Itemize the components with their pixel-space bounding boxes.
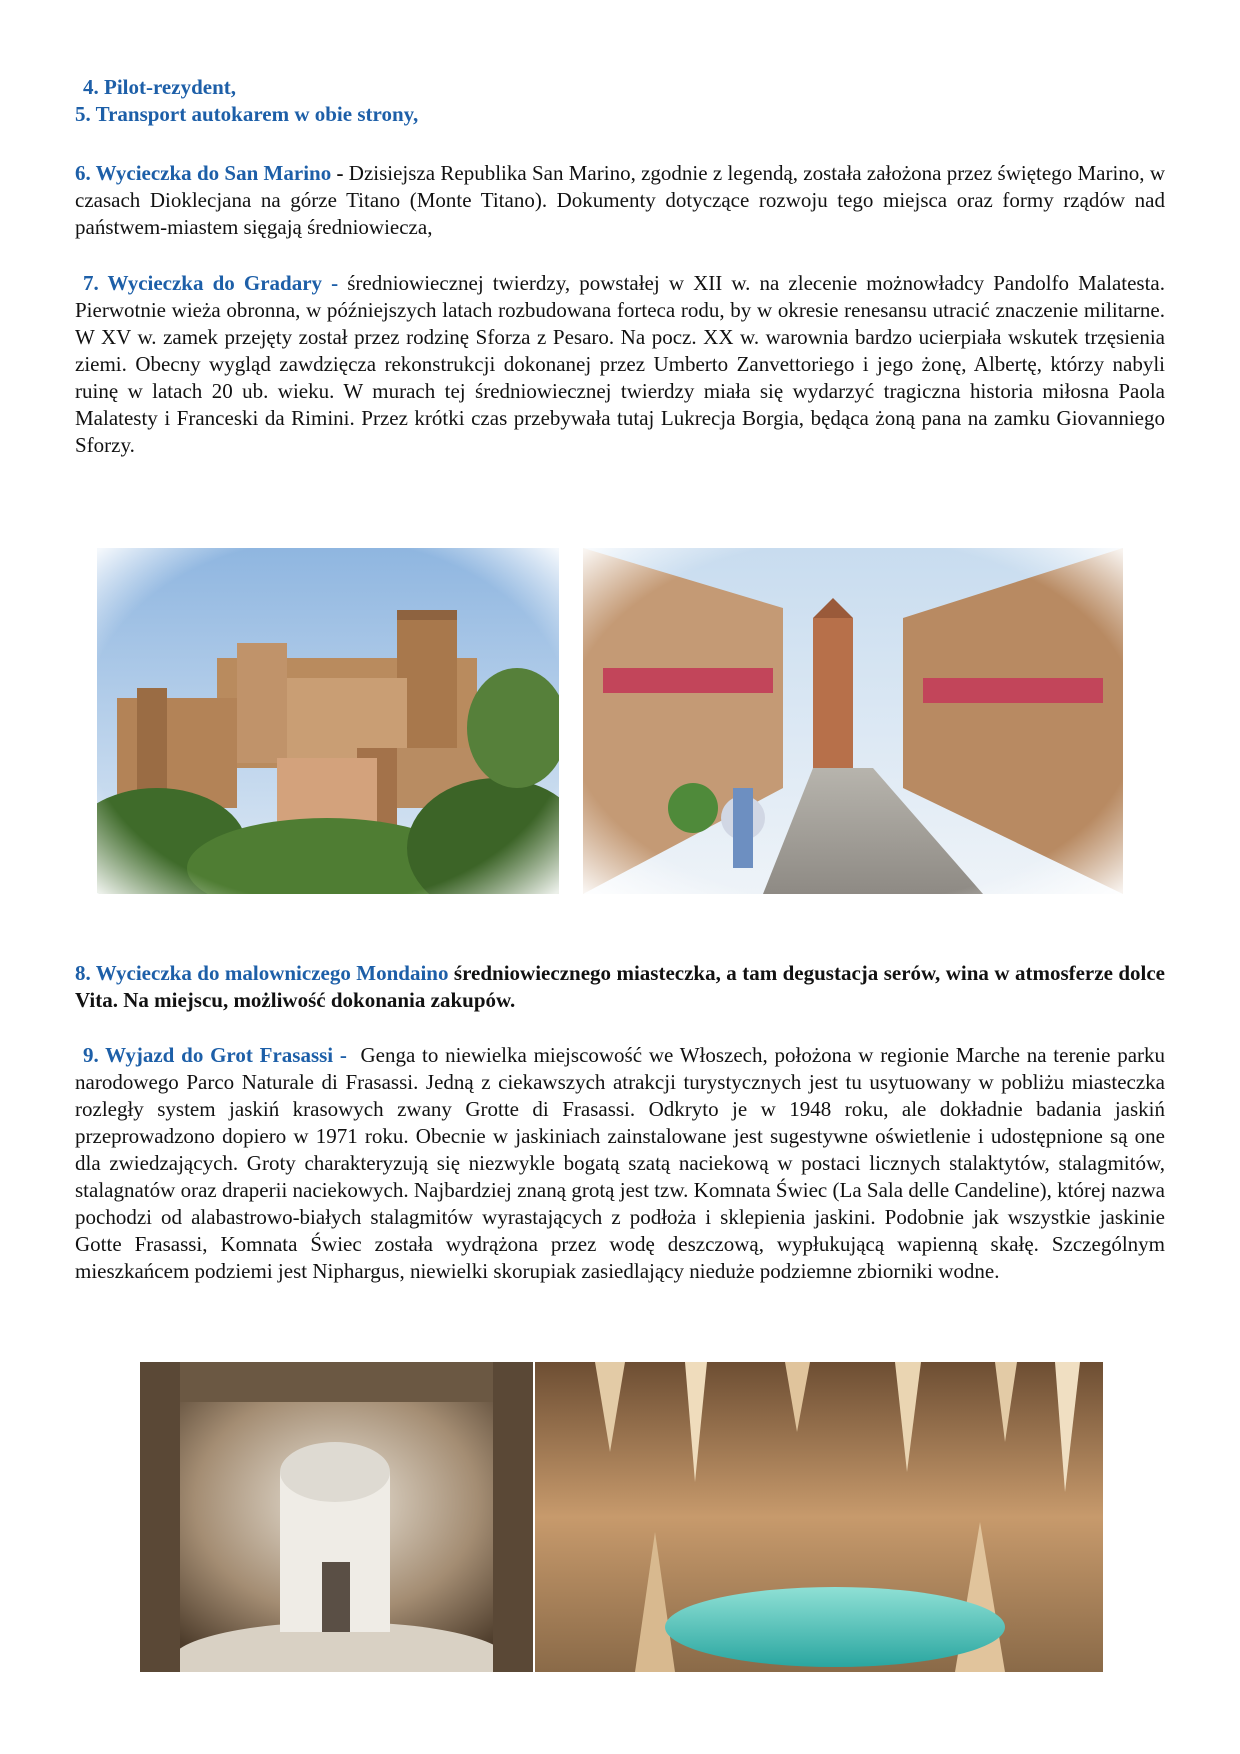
- list-items: [75, 74, 1165, 128]
- section-san-marino-text: Dzisiejsza Republika San Marino, zgodnie z legendą, została założona przez świętego Marino, w czasach Dioklecjana na górze Titano (Monte Titano). Dokumenty dotyczące rozwoju tego miejsca oraz formy rządów nad państwem-miastem sięgają średniowiecza,: [75, 161, 1165, 239]
- section-san-marino-title: 6. Wycieczka do San Marino: [75, 161, 332, 185]
- list-item-pilot: 4. Pilot-rezydent,: [83, 75, 236, 99]
- section-san-marino: [75, 160, 1165, 241]
- section-frasassi: [75, 1042, 1165, 1285]
- section-gradara-text: średniowiecznej twierdzy, powstałej w XII w. na zlecenie możnowładcy Pandolfo Malatesta. Pierwotnie wieża obronna, w późniejszych latach rozbudowana forteca rodu, by w okresie renesansu utracić znaczenie militarne. W XV w. zamek przejęty został przez rodzinę Sforza z Pesaro. Na pocz. XX w. warownia bardzo ucierpiała wskutek trzęsienia ziemi. Obecny wygląd zawdzięcza rekonstrukcji dokonanej przez Umberto Zanvettoriego i jego żonę, Albertę, którzy nabyli ruinę w latach 20 ub. wieku. W murach tej średniowiecznej twierdzy miała się wydarzyć tragiczna historia miłosna Paola Malatesty i Franceski da Rimini. Przez krótki czas przebywała tutaj Lukrecja Borgia, będąca żoną pana na zamku Giovanniego Sforzy.: [75, 271, 1166, 457]
- section-mondaino-title: 8. Wycieczka do malowniczego Mondaino: [75, 961, 449, 985]
- section-frasassi-title: 9. Wyjazd do Grot Frasassi -: [83, 1043, 347, 1067]
- frasassi-temple-image: [140, 1362, 533, 1672]
- section-gradara: [75, 270, 1165, 459]
- section-mondaino: [75, 960, 1165, 1014]
- list-item-transport: 5. Transport autokarem w obie strony,: [75, 102, 419, 126]
- gradara-castle-image: [97, 548, 559, 894]
- section-frasassi-text: Genga to niewielka miejscowość we Włoszech, położona w regionie Marche na terenie parku narodowego Parco Naturale di Frasassi. Jedną z ciekawszych atrakcji turystycznych jest tu usytuowany w pobliżu miasteczka rozległy system jaskiń krasowych zwany Grotte di Frasassi. Odkryto je w 1948 roku, ale dokładnie badania jaskiń przeprowadzono dopiero w 1971 roku. Obecnie w jaskiniach zainstalowane jest sugestywne oświetlenie i udostępnione są one dla zwiedzających. Groty charakteryzują się niezwykle bogatą szatą naciekową w postaci licznych stalaktytów, stalagmitów, stalagnatów oraz draperii naciekowych. Najbardziej znaną grotą jest tzw. Komnata Świec (La Sala delle Candeline), której nazwa pochodzi od alabastrowo-białych stalagmitów wyrastających z podłoża i sklepienia jaskini. Podobnie jak wszystkie jaskinie Gotte Frasassi, Komnata Świec została wydrążona przez wodę deszczową, wypłukującą wapienną skałę. Szczególnym mieszkańcem podziemi jest Niphargus, niewielki skorupiak zasiedlający nieduże podziemne zbiorniki wodne.: [75, 1043, 1166, 1283]
- section-mondaino-text: średniowiecznego miasteczka, a tam degustacja serów, wina w atmosferze dolce Vita. Na miejscu, możliwość dokonania zakupów.: [75, 961, 1165, 1012]
- frasassi-cave-image: [535, 1362, 1103, 1672]
- section-gradara-title: 7. Wycieczka do Gradary -: [83, 271, 339, 295]
- gradara-street-image: [583, 548, 1123, 894]
- section-san-marino-separator: -: [331, 161, 349, 185]
